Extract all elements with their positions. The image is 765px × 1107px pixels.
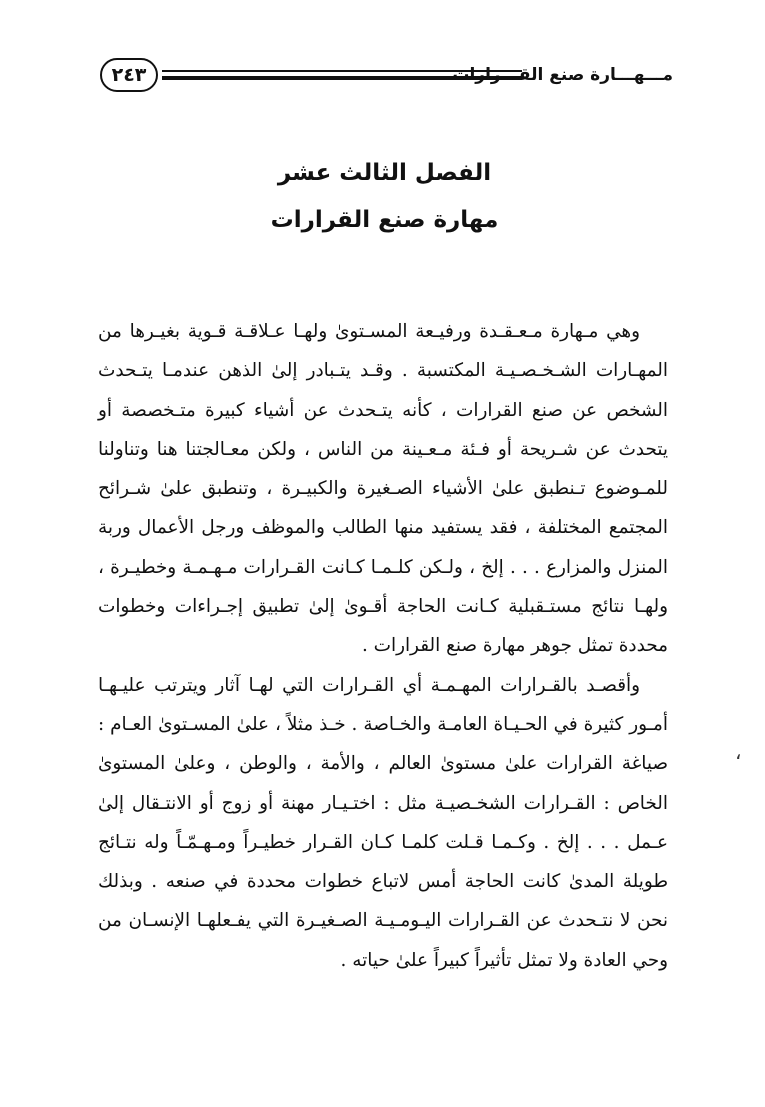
paragraph-1: وهي مـهارة مـعـقـدة ورفيـعة المسـتوىٰ ولهـا عـلاقـة قـوية بغيـرها من المهـارات الشـخـصـيـة المكتسبة . وقـد يتـبادر إلىٰ الذهن عندمـا يتـحدث الشخص عن صنع القرارات ، كأنه يتـحدث عن أشياء كبيرة متـخصصة أو يتحدث عن شـريحة أو فـئة مـعـينة من الناس ، ولكن معـالجتنا هنا وتناولنا للمـوضوع تـنطبق علىٰ الأشياء الصـغيرة والكبيـرة ، وتنطبق علىٰ شـرائح المجتمع المختلفة ، فقد يستفيد منها الطالب والموظف ورجل الأعمال وربة المنزل والمزارع . . . إلخ ، ولـكن كلـمـا كـانت القـرارات مـهـمـة وخطيـرة ، ولهـا نتائج مستـقبلية كـانت الحاجة أقـوىٰ إلىٰ تطبيق إجـراءات وخطوات محددة تمثل جوهر مهارة صنع القرارات . [98, 321, 668, 657]
chapter-title: مهارة صنع القرارات [270, 207, 499, 233]
running-header [100, 58, 673, 98]
margin-mark: ، [735, 740, 742, 764]
page-number: ٢٤٣ [100, 58, 158, 92]
body-text [98, 312, 668, 980]
chapter-number: الفصل الثالث عشر [277, 160, 492, 186]
running-title: مـــهـــارة صنع القـــرارات [452, 65, 673, 85]
paragraph-2: وأقصـد بالقـرارات المهـمـة أي القـرارات التي لهـا آثار ويترتب عليـهـا أمـور كثيرة في الحـيـاة العامـة والخـاصة . خـذ مثلاً ، علىٰ المسـتوىٰ العـام : صياغة القرارات علىٰ مستوىٰ العالم ، والأمة ، والوطن ، وعلىٰ المستوىٰ الخاص : القـرارات الشخـصيـة مثل : اختـيـار مهنة أو زوج أو الانتـقال إلىٰ عـمل . . . إلخ . وكـمـا قـلت كلمـا كـان القـرار خطيـراً ومـهـمّـاً وله نتـائج طويلة المدىٰ كانت الحاجة أمس لاتباع خطوات محددة في صنعه . وبذلك نحن لا نتـحدث عن القـرارات اليـومـيـة الصـغيـرة التي يفـعلهـا الإنسـان من وحي العادة ولا تمثل تأثيراً كبيراً علىٰ حياته . [98, 674, 668, 971]
